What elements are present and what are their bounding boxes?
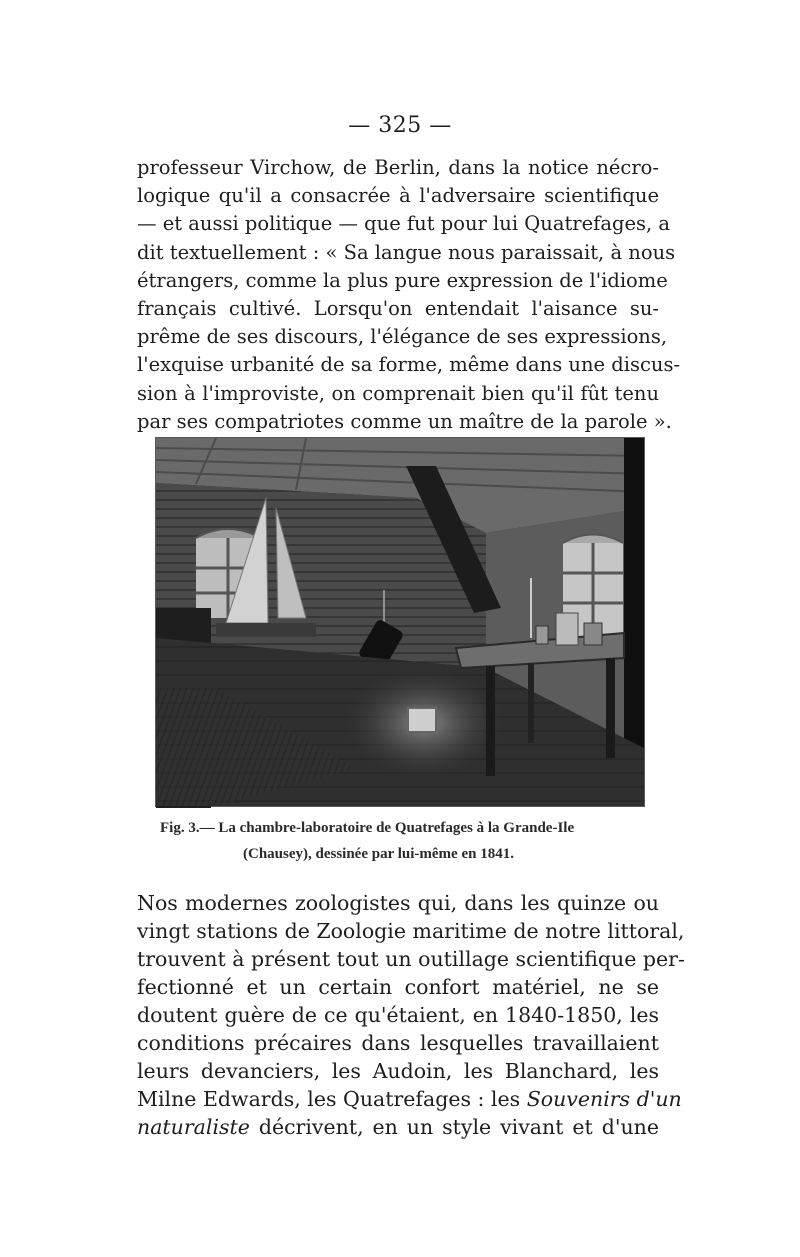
text-line: prême de ses discours, l'élégance de ses expressions, (137, 325, 668, 349)
text-line: sion à l'improviste, on comprenait bien qu'il fût tenu (137, 381, 659, 405)
text-line: fectionné et un certain confort matériel, ne se (137, 975, 659, 999)
text-line: leurs devanciers, les Audoin, les Blanchard, les (137, 1059, 659, 1083)
figure-caption-line-2: (Chausey), dessinée par lui-même en 1841. (243, 846, 514, 862)
text-line: trouvent à présent tout un outillage scientifique per- (137, 947, 685, 971)
figure-caption-line-1: Fig. 3.— La chambre-laboratoire de Quatrefages à la Grande-Ile (160, 820, 575, 836)
text-line: conditions précaires dans lesquelles travaillaient (137, 1031, 659, 1055)
text-line (137, 1113, 659, 1141)
text-line: étrangers, comme la plus pure expression de l'idiome (137, 268, 668, 292)
italic-book-title: Souvenirs d'un (526, 1087, 682, 1111)
text-line (137, 1085, 682, 1113)
laboratory-engraving (156, 438, 644, 806)
text-segment: décrivent, en un style vivant et d'une (249, 1115, 659, 1139)
text-line: l'exquise urbanité de sa forme, même dans une discus- (137, 353, 681, 377)
text-line: logique qu'il a consacrée à l'adversaire scientifique (137, 184, 659, 208)
text-line: — et aussi politique — que fut pour lui Quatrefages, a (137, 212, 671, 236)
text-line: vingt stations de Zoologie maritime de notre littoral, (137, 919, 685, 943)
text-line: français cultivé. Lorsqu'on entendait l'aisance su- (137, 297, 659, 321)
text-line: Nos modernes zoologistes qui, dans les quinze ou (137, 891, 659, 915)
text-segment: Milne Edwards, les Quatrefages : les (137, 1087, 521, 1111)
page-number: — 325 — (348, 113, 452, 138)
text-line: professeur Virchow, de Berlin, dans la notice nécro- (137, 156, 659, 179)
text-line: dit textuellement : « Sa langue nous paraissait, à nous (137, 240, 676, 264)
paragraph-virchow-quote (137, 154, 681, 436)
paragraph-modern-zoologists (137, 889, 685, 1141)
text-line: par ses compatriotes comme un maître de la parole ». (137, 409, 672, 433)
figure-laboratory-room-illustration (155, 437, 645, 807)
italic-book-title: naturaliste (137, 1115, 250, 1139)
text-line: doutent guère de ce qu'étaient, en 1840-1850, les (137, 1003, 659, 1027)
